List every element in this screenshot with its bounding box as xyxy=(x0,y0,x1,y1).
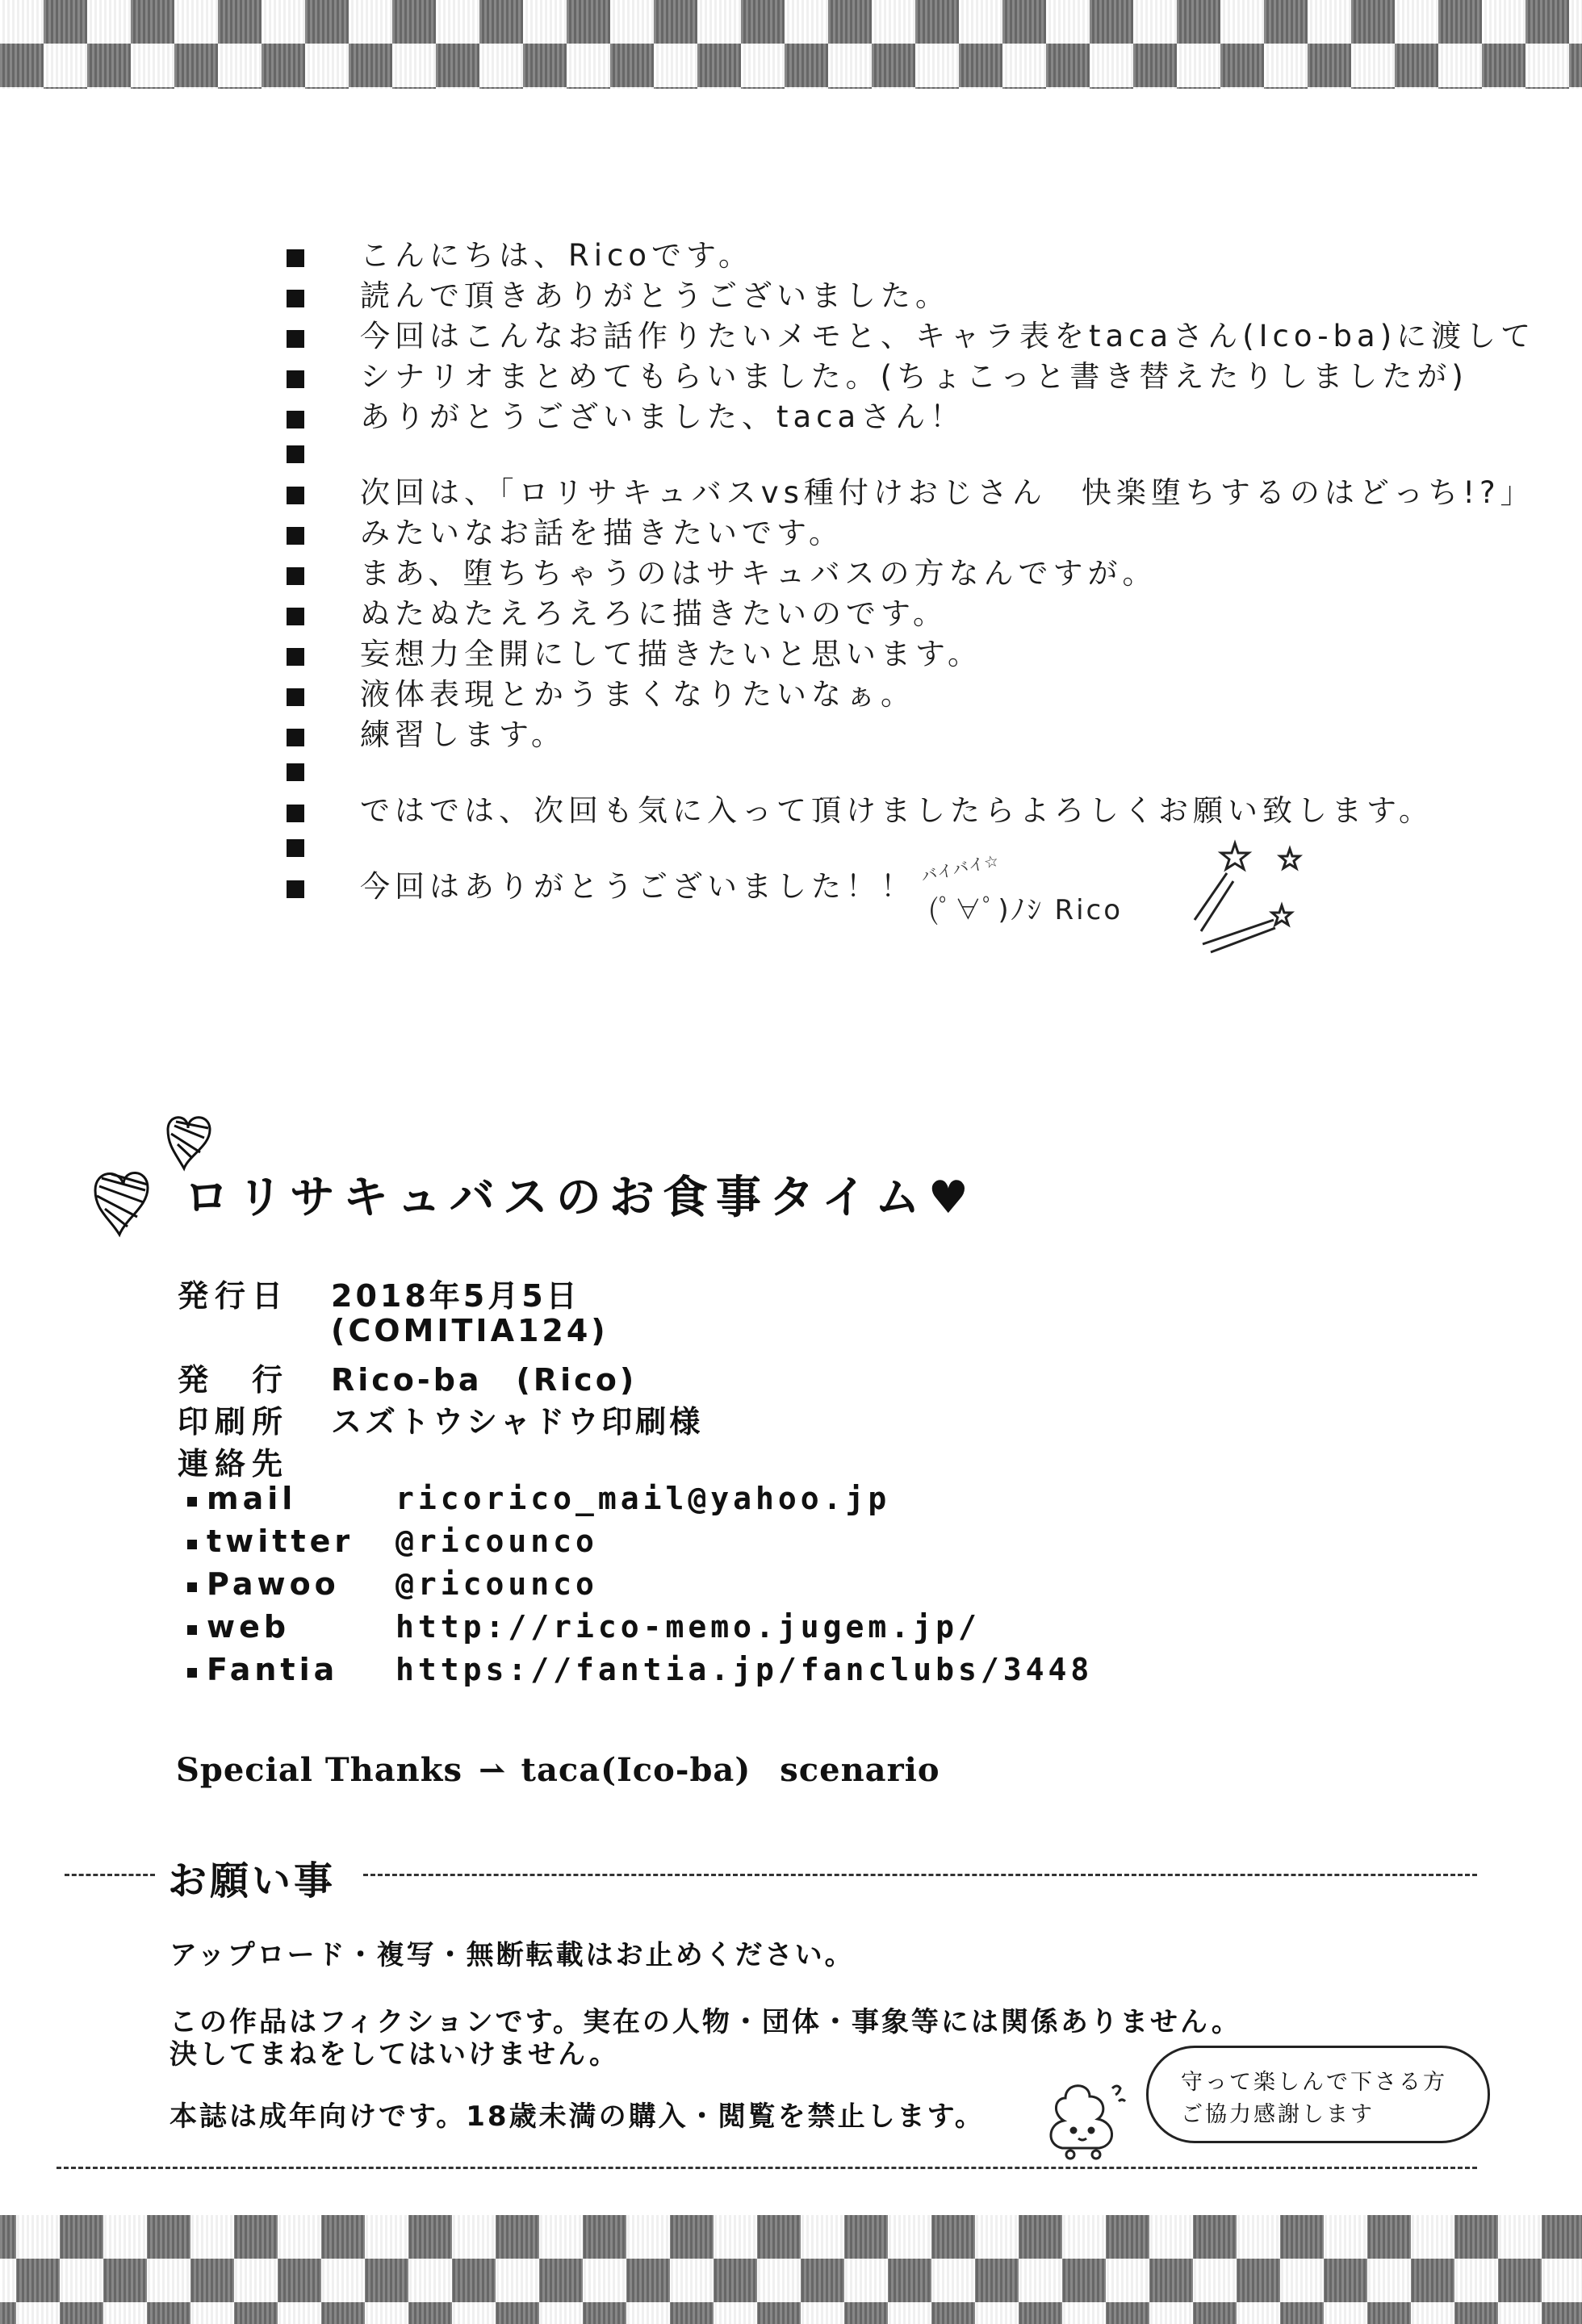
bullet-square-icon xyxy=(187,1540,197,1549)
special-thanks-label: Special Thanks xyxy=(176,1751,462,1789)
afterword-line: 液体表現とかうまくなりたいなぁ。 xyxy=(291,675,1501,715)
afterword-line: シナリオまとめてもらいました。(ちょこっと書き替えたりしましたが) xyxy=(291,357,1501,397)
bullet-square-icon xyxy=(287,249,304,267)
colophon-value: スズトウシャドウ印刷様 xyxy=(331,1404,704,1440)
bullet-square-icon xyxy=(287,608,304,625)
contact-pawoo-value[interactable]: @ricounco xyxy=(396,1566,598,1602)
contact-twitter-value[interactable]: @ricounco xyxy=(396,1524,598,1559)
bullet-square-icon xyxy=(187,1582,197,1592)
dashed-divider xyxy=(56,2167,1477,2169)
colophon-label: 発行日 xyxy=(178,1278,290,1314)
special-thanks-role: scenario xyxy=(780,1751,940,1789)
colophon-label: 連絡先 xyxy=(178,1446,290,1482)
bullet-square-icon xyxy=(287,839,304,857)
bullet-square-icon xyxy=(187,1625,197,1635)
bullet-square-icon xyxy=(287,330,304,348)
request-line: アップロード・複写・無断転載はお止めください。 xyxy=(170,1939,855,1971)
bullet-square-icon xyxy=(287,880,304,898)
special-thanks-name: taca(Ico-ba) xyxy=(521,1751,751,1789)
afterword-line: 妄想力全開にして描きたいと思います。 xyxy=(291,634,1501,675)
bullet-square-icon xyxy=(287,805,304,822)
afterword-line: まあ、堕ちちゃうのはサキュバスの方なんですが。 xyxy=(291,554,1501,594)
checker-border-bottom xyxy=(0,2215,1582,2324)
afterword-line: 今回はありがとうございました！！ xyxy=(291,867,1501,907)
contact-web-link[interactable]: http://rico-memo.jugem.jp/ xyxy=(396,1609,981,1645)
afterword xyxy=(291,236,1536,907)
speech-bubble xyxy=(1146,2046,1490,2143)
bullet-square-icon xyxy=(287,370,304,388)
afterword-line: みたいなお話を描きたいです。 xyxy=(291,513,1501,554)
speech-bubble-line: 守って楽しんで下さる方 xyxy=(1181,2070,1447,2095)
requests-title: お願い事 xyxy=(168,1858,337,1904)
bullet-square-icon xyxy=(287,688,304,706)
colophon-value: 2018年5月5日 xyxy=(331,1278,580,1314)
request-line: 本誌は成年向けです。18歳未満の購入・閲覧を禁止します。 xyxy=(170,2100,985,2133)
afterword-line: ありがとうございました、tacaさん！ xyxy=(291,397,1501,437)
dashed-divider xyxy=(65,1874,155,1876)
dashed-divider xyxy=(363,1874,1477,1876)
colophon-label: 発 行 xyxy=(178,1362,290,1398)
bullet-square-icon xyxy=(187,1497,197,1507)
colophon-value: (COMITIA124) xyxy=(331,1313,609,1348)
bullet-square-icon xyxy=(287,445,304,463)
colophon-value: Rico-ba (Rico) xyxy=(331,1362,638,1398)
request-line: 決してまねをしてはいけません。 xyxy=(170,2038,620,2071)
bullet-square-icon xyxy=(287,648,304,666)
afterword-line: ではでは、次回も気に入って頂けましたらよろしくお願い致します。 xyxy=(291,791,1501,831)
special-thanks xyxy=(176,1751,940,1789)
request-line: この作品はフィクションです。実在の人物・団体・事象等には関係ありません。 xyxy=(170,2006,1241,2038)
contact-mail-value[interactable]: ricorico_mail@yahoo.jp xyxy=(396,1481,891,1516)
afterword-gap xyxy=(291,831,1501,867)
speech-bubble-line: ご協力感謝します xyxy=(1181,2102,1375,2127)
shooting-stars-icon xyxy=(1186,831,1316,960)
afterword-line: こんにちは、Ricoです。 xyxy=(291,236,1501,276)
bullet-square-icon xyxy=(287,411,304,428)
afterword-line: ぬたぬたえろえろに描きたいのです。 xyxy=(291,594,1501,634)
book-title: ロリサキュバスのお食事タイム♥ xyxy=(184,1172,977,1224)
afterword-line: 練習します。 xyxy=(291,715,1501,755)
bullet-square-icon xyxy=(287,729,304,746)
bullet-square-icon xyxy=(287,290,304,307)
afterword-line: 次回は、「ロリサキュバスvs種付けおじさん 快楽堕ちするのはどっち!?」 xyxy=(291,473,1501,513)
arrow-icon: ⇀ xyxy=(478,1751,507,1789)
contact-fantia-link[interactable]: https://fantia.jp/fanclubs/3448 xyxy=(396,1652,1094,1687)
bullet-square-icon xyxy=(287,567,304,585)
bullet-square-icon xyxy=(187,1668,197,1678)
afterword-gap xyxy=(291,755,1501,791)
afterword-line: 今回はこんなお話作りたいメモと、キャラ表をtacaさん(Ico-ba)に渡して xyxy=(291,316,1501,357)
byebye-doodle-text: バイバイ☆ xyxy=(919,851,1001,886)
bullet-square-icon xyxy=(287,487,304,504)
bullet-square-icon xyxy=(287,527,304,545)
mascot-blob-icon xyxy=(1041,2074,1130,2163)
bullet-square-icon xyxy=(287,763,304,781)
signature: (ﾟ∀ﾟ)ﾉｼ Rico xyxy=(928,894,1124,926)
colophon-label: 印刷所 xyxy=(178,1404,290,1440)
afterword-line: 読んで頂きありがとうございました。 xyxy=(291,276,1501,316)
afterword-gap xyxy=(291,437,1501,473)
checker-border-top xyxy=(0,0,1582,89)
